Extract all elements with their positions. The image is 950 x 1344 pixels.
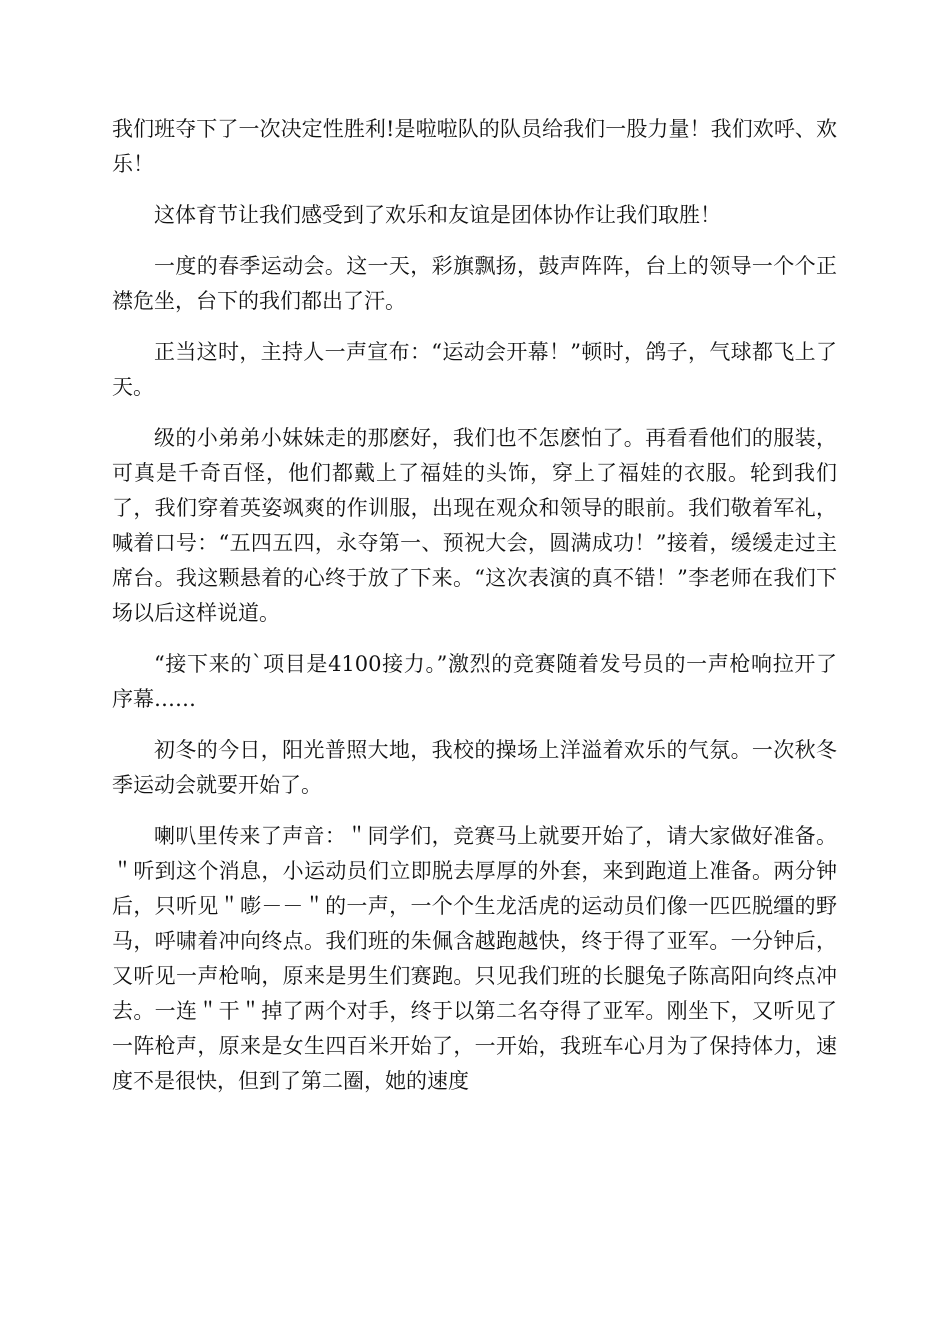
paragraph-relay: “接下来的`项目是4100接力。”激烈的竞赛随着发号员的一声枪响拉开了序幕…… <box>112 652 837 711</box>
paragraph-cheer: 我们班夺下了一次决定性胜利!是啦啦队的队员给我们一股力量！我们欢呼、欢乐！ <box>112 117 837 176</box>
paragraph-early-winter: 初冬的今日，阳光普照大地，我校的操场上洋溢着欢乐的气氛。一次秋冬季运动会就要开始了。 <box>112 738 837 797</box>
paragraph-races: 喇叭里传来了声音：＂同学们，竞赛马上就要开始了，请大家做好准备。＂听到这个消息，小运动员们立即脱去厚厚的外套，来到跑道上准备。两分钟后，只听见＂嘭－－＂的一声，一个个生龙活虎的运动员们像一匹匹脱缰的野马，呼啸着冲向终点。我们班的朱佩含越跑越快，终于得了亚军。一分钟后，又听见一声枪响，原来是男生们赛跑。只见我们班的长腿兔子陈高阳向终点冲去。一连＂干＂掉了两个对手，终于以第二名夺得了亚军。刚坐下，又听见了一阵枪声，原来是女生四百米开始了，一开始，我班车心月为了保持体力，速度不是很快，但到了第二圈，她的速度 <box>112 824 837 1093</box>
paragraph-sports-festival: 这体育节让我们感受到了欢乐和友谊是团体协作让我们取胜！ <box>154 203 721 227</box>
paragraph-spring-games: 一度的春季运动会。这一天，彩旗飘扬，鼓声阵阵，台上的领导一个个正襟危坐，台下的我们都出了汗。 <box>112 254 837 313</box>
paragraph-parade: 级的小弟弟小妹妹走的那麽好，我们也不怎麽怕了。再看看他们的服装，可真是千奇百怪，他们都戴上了福娃的头饰，穿上了福娃的衣服。轮到我们了，我们穿着英姿飒爽的作训服，出现在观众和领导的眼前。我们敬着军礼，喊着口号：“五四五四，永夺第一、预祝大会，圆满成功！”接着，缓缓走过主席台。我这颗悬着的心终于放了下来。“这次表演的真不错！”李老师在我们下场以后这样说道。 <box>112 426 837 625</box>
paragraph-opening: 正当这时，主持人一声宣布：“运动会开幕！”顿时，鸽子，气球都飞上了天。 <box>112 340 837 399</box>
document-body <box>112 112 837 1115</box>
